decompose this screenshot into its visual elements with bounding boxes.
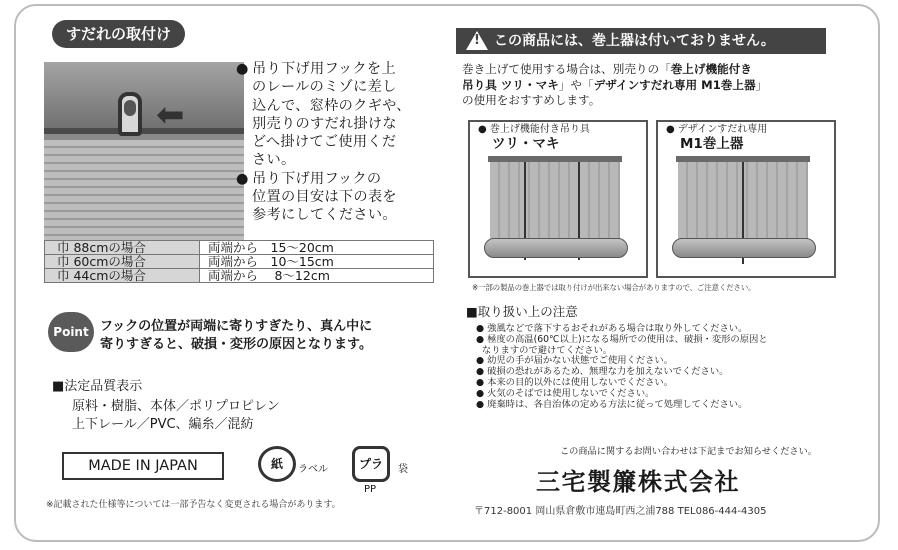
rolled-blind-graphic <box>672 238 816 258</box>
table-cell-position: 両端から 15〜20cm <box>200 241 434 255</box>
section-title-pill: すだれの取付け <box>52 20 185 48</box>
table-cell-width: 巾 60cmの場合 <box>45 255 200 269</box>
list-item: ● 幼児の手が届かない状態でご使用ください。 <box>476 355 674 367</box>
intro-text: 巻き上げて使用する場合は、別売りの「巻上げ機能付き 吊り具 ツリ・マキ」や「デザインすだれ専用 M1巻上器」 の使用をおすすめします。 <box>462 62 768 107</box>
made-in-japan-badge: MADE IN JAPAN <box>62 452 224 480</box>
blind-graphic <box>490 160 620 242</box>
company-name: 三宅製簾株式会社 <box>536 468 740 496</box>
product-caption: ● 巻上げ機能付き吊り具 <box>478 124 590 135</box>
list-item: なりますので避けてください。 <box>481 344 613 356</box>
arrow-left-icon: ⬅ <box>156 95 185 135</box>
list-item: ● 火気のそばでは使用しないでください。 <box>476 387 655 399</box>
product-tsurimaki-box <box>468 120 648 278</box>
table-row <box>45 241 434 255</box>
plastic-recycle-icon: プラ <box>352 446 390 482</box>
company-address: 〒712-8001 岡山県倉敷市連島町西之浦788 TEL086-444-4305 <box>474 506 767 517</box>
product-caption: ● デザインすだれ専用 <box>666 124 768 135</box>
quality-heading: ■法定品質表示 <box>52 379 143 394</box>
bullet-marker-icon: ● <box>236 61 249 77</box>
rolled-blind-graphic <box>484 238 628 258</box>
list-item: ● 破損の恐れがあるため、無理な力を加えないでください。 <box>476 366 729 378</box>
blind-slats-graphic <box>44 140 244 240</box>
point-note: フックの位置が両端に寄りすぎたり、真ん中に 寄りすぎると、破損・変形の原因となります。 <box>100 319 373 352</box>
table-cell-width: 巾 88cmの場合 <box>45 241 200 255</box>
list-item: ● 廃棄時は、各自治体の定める方法に従って処理してください。 <box>476 398 748 410</box>
warning-title: この商品には、巻上器は付いておりません。 <box>494 33 775 49</box>
bullet-marker-icon: ● <box>236 170 249 187</box>
table-row <box>45 255 434 269</box>
table-cell-position: 両端から 10〜15cm <box>200 255 434 269</box>
hook-hole-graphic <box>124 100 136 116</box>
quality-line: 上下レール／PVC、編糸／混紡 <box>72 417 254 432</box>
point-icon: Point <box>48 312 94 352</box>
table-cell-position: 両端から 8〜12cm <box>200 269 434 283</box>
spec-change-footnote: ※記載された仕様等については一部予告なく変更される場合があります。 <box>46 500 341 510</box>
instruction-bullet: ● 吊り下げ用フックを上 のレールのミゾに差し 込んで、窓枠のクギや、 別売りのすだれ掛けな どへ掛けてご使用くだ さい。 <box>236 61 411 169</box>
rail-trim-graphic <box>44 128 244 134</box>
quality-line: 原料・樹脂、本体／ポリプロピレン <box>72 399 280 414</box>
hook-illustration <box>44 62 244 240</box>
product-name: ツリ・マキ <box>492 136 560 152</box>
care-heading: ■取り扱い上の注意 <box>466 304 578 319</box>
plastic-material-code: PP <box>364 484 377 495</box>
product-name: M1巻上器 <box>680 136 744 152</box>
plastic-recycle-label: 袋 <box>398 464 408 475</box>
product-m1-box <box>656 120 836 278</box>
blind-rail-graphic <box>488 156 622 162</box>
warning-banner <box>456 28 826 54</box>
hook-position-table <box>44 240 434 283</box>
warning-mark: ! <box>474 33 480 48</box>
list-item: ● 極度の高温(60℃以上)になる場所での使用は、破損・変形の原因と <box>476 333 768 345</box>
rail-graphic <box>44 62 244 135</box>
table-row <box>45 269 434 283</box>
product-footnote: ※一部の製品の巻上器では取り付けが出来ない場合がありますので、ご注意ください。 <box>472 283 756 292</box>
list-item: ● 本来の目的以外には使用しないでください。 <box>476 376 674 388</box>
paper-recycle-label: ラベル <box>298 464 328 475</box>
paper-recycle-icon: 紙 <box>258 446 296 482</box>
contact-line: この商品に関するお問い合わせは下記までお知らせください。 <box>560 446 817 457</box>
table-cell-width: 巾 44cmの場合 <box>45 269 200 283</box>
mounting-instructions <box>236 60 426 225</box>
instruction-bullet: ● 吊り下げ用フックの 位置の目安は下の表を 参考にしてください。 <box>236 170 397 224</box>
care-list <box>476 324 838 410</box>
list-item: ● 強風などで落下するおそれがある場合は取り外してください。 <box>476 323 748 334</box>
